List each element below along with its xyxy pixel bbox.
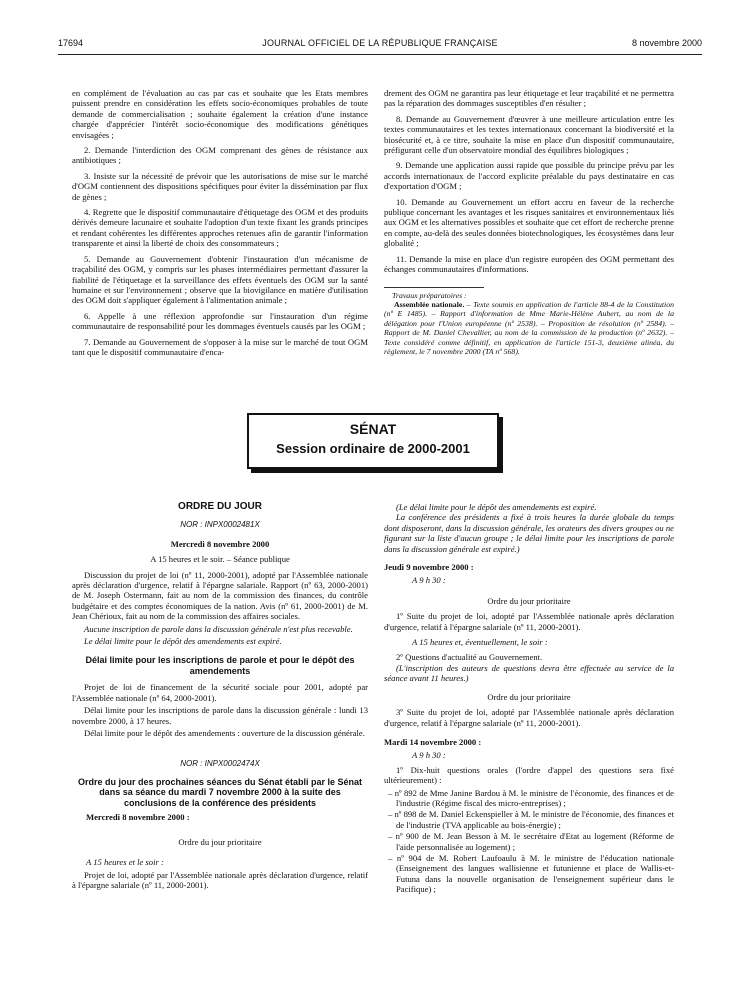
page-header <box>58 38 702 52</box>
travaux-text <box>384 300 674 356</box>
paragraph: 5. Demande au Gouvernement d'obtenir l'instauration d'un mécanisme de traçabilité des OGM, y compris sur les phases intermédiaires permettant d'assurer la fiabilité de l'étiquetage et la surveillance des effets éventuels des OGM sur la santé humaine et sur l'environnement ; observe que la biovigilance en matière d'utilisation des OGM doit s'appliquer également à l'alimentation animale ; <box>72 253 368 306</box>
seance-line: A 15 heures et le soir. – Séance publique <box>150 554 290 565</box>
paragraph: 7. Demande au Gouvernement de s'opposer à la mise sur le marché de tout OGM tant que le dispositif communautaire d'enca- <box>72 336 368 357</box>
session-title: Session ordinaire de 2000-2001 <box>276 441 470 456</box>
senat-title: SÉNAT <box>349 421 397 437</box>
paragraph: Projet de loi, adopté par l'Assemblée nationale après déclaration d'urgence, relatif à l'épargne salariale (nº 11, 2000-2001). <box>72 869 368 891</box>
heure-line: A 15 heures et, éventuellement, le soir : <box>412 637 548 648</box>
right-column-bottom <box>384 502 674 896</box>
paragraph: 9. Demande une application aussi rapide que possible du principe prévu par les accords internationaux de l'accord explicite préalable du pays destinataire en cas d'exportation d'OGM ; <box>384 160 674 192</box>
nor-reference: NOR : INPX0002474X <box>180 758 260 768</box>
prioritaire-heading: Ordre du jour prioritaire <box>487 691 571 702</box>
paragraph: 1º Dix-huit questions orales (l'ordre d'appel des questions sera fixé ultérieurement) : <box>384 764 674 786</box>
left-column-bottom <box>72 502 368 895</box>
paragraph: 8. Demande au Gouvernement d'œuvrer à une meilleure articulation entre les textes communautaires et les textes internationaux concernant la biodiversité et la biosécurité et, à ce titre, souhaite la mise en place d'un dispositif communautaire, préfigurant celle d'un observatoire mondial des équilibres biologiques ; <box>384 113 674 156</box>
date-heading: Mercredi 8 novembre 2000 <box>170 538 270 549</box>
travaux-label: Travaux préparatoires : <box>392 290 467 300</box>
senat-banner <box>247 413 499 469</box>
questions-list <box>384 788 674 895</box>
list-item: – nº 892 de Mme Janine Bardou à M. le ministre de l'économie, des finances et de l'industrie (Régime fiscal des micro-entreprises) ; <box>388 787 674 808</box>
paragraph: 6. Appelle à une réflexion approfondie sur l'instauration d'un régime communautaire de responsabilité pour les dommages éventuels causés par les OGM ; <box>72 310 368 332</box>
prioritaire-heading: Ordre du jour prioritaire <box>487 595 571 606</box>
ordre-du-jour-title: ORDRE DU JOUR <box>178 501 262 512</box>
heure-line: A 9 h 30 : <box>412 750 446 761</box>
paragraph: Projet de loi de financement de la sécurité sociale pour 2001, adopté par l'Assemblée nationale (nº 64, 2000-2001). <box>72 682 368 703</box>
travaux-body: – Texte soumis en application de l'article 88-4 de la Constitution (nº E 1485). – Rapport d'information de Mme Marie-Hélène Aubert, au nom de la délégation pour l'Union européenne (nº 2538). – Proposition de résolution (nº 2584). – Rapport de M. Daniel Chevallier, au nom de la commission de la production (nº 2632). – Texte considéré comme définitif, en application de l'article 151-3, deuxième alinéa, du règlement, le 7 novembre 2000 (TA nº 568). <box>384 299 675 356</box>
paragraph: drement des OGM ne garantira pas leur étiquetage et leur traçabilité et ne permettra pas la réparation des dommages susceptibles d'en résulter ; <box>384 88 674 109</box>
prioritaire-heading: Ordre du jour prioritaire <box>178 836 262 847</box>
paragraph: La conférence des présidents a fixé à trois heures la durée globale du temps dont disposeront, dans la discussion générale, les orateurs des divers groupes ou ne figurant sur la liste d'aucun groupe ; le délai limite pour les inscriptions de parole dans la discussion générale est expiré.) <box>384 512 674 554</box>
paragraph: 3º Suite du projet de loi, adopté par l'Assemblée nationale après déclaration d'urgence, relatif à l'épargne salariale (nº 11, 2000-2001). <box>384 707 674 728</box>
assemblee-label: Assemblée nationale. <box>394 299 465 309</box>
paragraph: Discussion du projet de loi (nº 11, 2000-2001), adopté par l'Assemblée nationale après déclaration d'urgence, relatif à l'épargne salariale. Rapport (nº 63, 2000-2001) de M. Joseph Ostermann, fait au nom de la commission des finances, du contrôle budgétaire et des comptes économiques de la nation. Avis (nº 61, 2000-2001) de M. Jean Chérioux, fait au nom de la commission des affaires sociales. <box>72 569 368 622</box>
ordre-prochaines-title: Ordre du jour des prochaines séances du Sénat établi par le Sénat dans sa séance du mardi 7 novembre 2000 à la suite des conclusions de la conférence des présidents <box>77 776 363 808</box>
list-item: – nº 904 de M. Robert Laufoaulu à M. le ministre de l'éducation nationale (Enseignement des langues wallisienne et futunienne et place de Wallis-et-Futuna dans la nouvelle organisation de l'enseignement supérieur dans le Pacifique) ; <box>388 852 674 895</box>
date-heading: Mercredi 8 novembre 2000 : <box>86 812 190 823</box>
paragraph: 2. Demande l'interdiction des OGM comprenant des gènes de résistance aux antibiotiques ; <box>72 145 368 166</box>
paragraph: 10. Demande au Gouvernement un effort accru en faveur de la recherche publique concernant les avantages et les risques sanitaires et environnementaux liés aux OGM et les alternatives possibles et souhaite que cet effort de recherche prenne en compte, au-delà des seules données biotechnologiques, les écosystèmes dans leur globalité ; <box>384 196 674 249</box>
paragraph: en complément de l'évaluation au cas par cas et souhaite que les Etats membres puissent prendre en considération les effets socio-économiques probables de toute demande de commercialisation ; souhaite également la création d'une instance chargée d'apprécier l'intérêt socio-économique des modifications génétiques envisagées ; <box>72 88 368 140</box>
paragraph: Aucune inscription de parole dans la discussion générale n'est plus recevable. <box>84 623 353 634</box>
paragraph: Délai limite pour le dépôt des amendements : ouverture de la discussion générale. <box>84 728 365 739</box>
paragraph: 1º Suite du projet de loi, adopté par l'Assemblée nationale après déclaration d'urgence, relatif à l'épargne salariale (nº 11, 2000-2001). <box>384 611 674 632</box>
journal-title: JOURNAL OFFICIEL DE LA RÉPUBLIQUE FRANÇAISE <box>262 38 498 48</box>
travaux-rule <box>384 287 484 288</box>
paragraph: 4. Regrette que le dispositif communautaire d'étiquetage des OGM et des produits dérivés demeure lacunaire et souhaite l'adoption d'un texte fixant les grands principes et rendant cohérentes les différentes approches retenues afin de garantir l'information transparente et ainsi la liberté de choix des consommateurs ; <box>72 207 368 249</box>
date-heading: Jeudi 9 novembre 2000 : <box>384 562 474 573</box>
list-item: – nº 898 de M. Daniel Eckenspieller à M. le ministre de l'économie, des finances et de l'industrie (TVA applicable au bois-énergie) ; <box>388 809 674 830</box>
right-column-top <box>384 88 674 356</box>
paragraph: 2º Questions d'actualité au Gouvernement. <box>396 652 543 663</box>
header-rule <box>58 54 702 55</box>
delai-title: Délai limite pour les inscriptions de parole et pour le dépôt des amendements <box>85 655 355 676</box>
paragraph: 11. Demande la mise en place d'un registre européen des OGM permettant des échanges communautaires d'informations. <box>384 253 674 275</box>
nor-reference: NOR : INPX0002481X <box>180 520 260 530</box>
paragraph: 3. Insiste sur la nécessité de prévoir que les autorisations de mise sur le marché d'OGM contiennent des dispositions spécifiques pour éviter la dissémination par flux de gènes ; <box>72 170 368 202</box>
heure-line: A 9 h 30 : <box>412 575 446 586</box>
left-column-top <box>72 88 368 362</box>
list-item: – nº 900 de M. Jean Besson à M. le secrétaire d'Etat au logement (Réforme de l'aide personnalisée au logement) ; <box>388 831 674 852</box>
page-number: 17694 <box>58 38 84 48</box>
paragraph: Délai limite pour les inscriptions de parole dans la discussion générale : lundi 13 novembre 2000, à 17 heures. <box>72 705 368 726</box>
date-heading: Mardi 14 novembre 2000 : <box>384 736 482 747</box>
paragraph: (L'inscription des auteurs de questions devra être effectuée au service de la séance avant 11 heures.) <box>384 662 674 684</box>
paragraph: (Le délai limite pour le dépôt des amendements est expiré. <box>396 502 597 512</box>
header-date: 8 novembre 2000 <box>631 38 702 48</box>
paragraph: Le délai limite pour le dépôt des amendements est expiré. <box>84 636 282 647</box>
travaux-preparatoires <box>384 291 674 357</box>
heure-line: A 15 heures et le soir : <box>86 857 164 868</box>
